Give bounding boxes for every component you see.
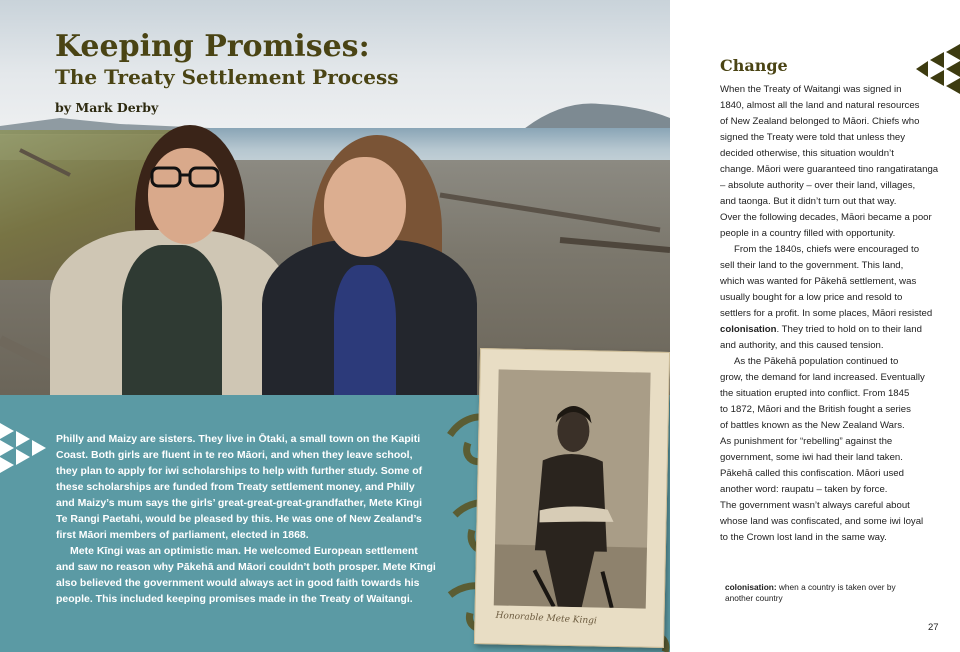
byline: by Mark Derby	[55, 100, 159, 115]
body-line-text: From the 1840s, chiefs were encouraged to	[734, 244, 920, 255]
chevron-pattern-icon	[0, 423, 48, 473]
glossary-note	[725, 582, 925, 604]
body-line	[720, 258, 956, 274]
body-line	[720, 210, 956, 226]
body-line-text: people in a country filled with opportunity.	[720, 228, 896, 239]
body-line-text: As the Pākehā population continued to	[734, 356, 899, 367]
body-line-text: The government wasn’t always careful about	[720, 500, 910, 511]
portrait-caption: Honorable Mete Kingi	[495, 610, 598, 627]
page-number: 27	[928, 622, 939, 633]
body-line	[720, 162, 956, 178]
person-maizy	[262, 135, 477, 395]
body-line	[720, 386, 956, 402]
body-line	[720, 482, 956, 498]
body-line	[720, 338, 956, 354]
glossary-definition: when a country is taken over by another country	[725, 582, 896, 603]
body-line-text: Pākehā called this confiscation. Māori used	[720, 468, 904, 479]
article-subtitle: The Treaty Settlement Process	[55, 65, 399, 89]
portrait-photo	[494, 369, 651, 608]
body-line	[720, 434, 956, 450]
body-line-text: signed the Treaty were told that unless they	[720, 132, 906, 143]
section-heading: Change	[720, 56, 788, 75]
body-line-text: government, some iwi had their land taken.	[720, 452, 903, 463]
body-line	[720, 82, 956, 98]
body-line-text: whose land was confiscated, and some iwi loyal	[720, 516, 924, 527]
body-text	[720, 82, 956, 546]
body-line-text: decided otherwise, this situation wouldn’t	[720, 148, 894, 159]
body-line	[720, 514, 956, 530]
body-line-text: As punishment for “rebelling” against the	[720, 436, 893, 447]
body-line-text: sell their land to the government. This land,	[720, 260, 904, 271]
body-line	[720, 178, 956, 194]
body-line-text: change. Māori were guaranteed tino rangatiratanga	[720, 164, 939, 175]
intro-paragraph: Mete Kīngi was an optimistic man. He welcomed European settlement and saw no reason why Pākehā and Māori couldn’t both prosper. Mete Kīngi also believed the government would always act in good faith towards his people. This included keeping promises made in the Treaty of Waitangi.	[56, 545, 436, 605]
body-line-text: usually bought for a low price and resold to	[720, 292, 903, 303]
body-line	[720, 354, 956, 370]
body-line-text: of New Zealand belonged to Māori. Chiefs who	[720, 116, 920, 127]
body-line-text: settlers for a profit. In some places, Māori resisted	[720, 308, 933, 319]
body-line	[720, 146, 956, 162]
title-block	[55, 30, 399, 115]
body-line	[720, 290, 956, 306]
body-line	[720, 306, 956, 322]
body-line-text: . They tried to hold on to their land	[776, 324, 922, 335]
body-line	[720, 226, 956, 242]
body-line	[720, 322, 956, 338]
body-line-text: to the Crown lost land in the same way.	[720, 532, 887, 543]
body-line	[720, 130, 956, 146]
body-line-text: When the Treaty of Waitangi was signed in	[720, 84, 902, 95]
body-line-text: which was wanted for Pākehā settlement, was	[720, 276, 917, 287]
portrait-card	[474, 348, 670, 648]
body-line	[720, 402, 956, 418]
body-line	[720, 114, 956, 130]
body-line-text: to 1872, Māori and the British fought a series	[720, 404, 911, 415]
body-line-text: and authority, and this caused tension.	[720, 340, 884, 351]
body-line-text: of battles known as the New Zealand Wars.	[720, 420, 905, 431]
body-line	[720, 498, 956, 514]
body-line-text: the situation erupted into conflict. From 1845	[720, 388, 910, 399]
body-line	[720, 274, 956, 290]
body-line	[720, 418, 956, 434]
body-line-text: Over the following decades, Māori became a poor	[720, 212, 932, 223]
body-bold-term: colonisation	[720, 324, 777, 335]
intro-paragraph: Philly and Maizy are sisters. They live in Ōtaki, a small town on the Kapiti Coast. Both girls are fluent in te reo Māori, and when they leave school, they plan to apply for iwi scholarships to help with further study. Some of these scholarships are funded from Treaty settlement money, and Philly and Maizy’s mum says the girls’ great-great-great-grandfather, Mete Kīngi Te Rangi Paetahi, would be pleased by this. He was one of New Zealand’s first Māori members of parliament, elected in 1868.	[56, 433, 423, 541]
body-line	[720, 530, 956, 546]
body-line-text: and taonga. But it didn’t turn out that way.	[720, 196, 897, 207]
body-line	[720, 450, 956, 466]
person-philly	[50, 120, 290, 395]
body-line-text: 1840, almost all the land and natural resources	[720, 100, 920, 111]
right-page	[670, 0, 960, 652]
body-line	[720, 194, 956, 210]
body-line	[720, 466, 956, 482]
intro-text	[56, 431, 436, 607]
body-line-text: – absolute authority – over their land, villages,	[720, 180, 916, 191]
body-line-text: another word: raupatu – taken by force.	[720, 484, 888, 495]
article-title: Keeping Promises:	[55, 29, 370, 64]
body-line	[720, 370, 956, 386]
body-line	[720, 98, 956, 114]
body-line-text: grow, the demand for land increased. Eventually	[720, 372, 925, 383]
glossary-term: colonisation:	[725, 582, 777, 592]
body-line	[720, 242, 956, 258]
